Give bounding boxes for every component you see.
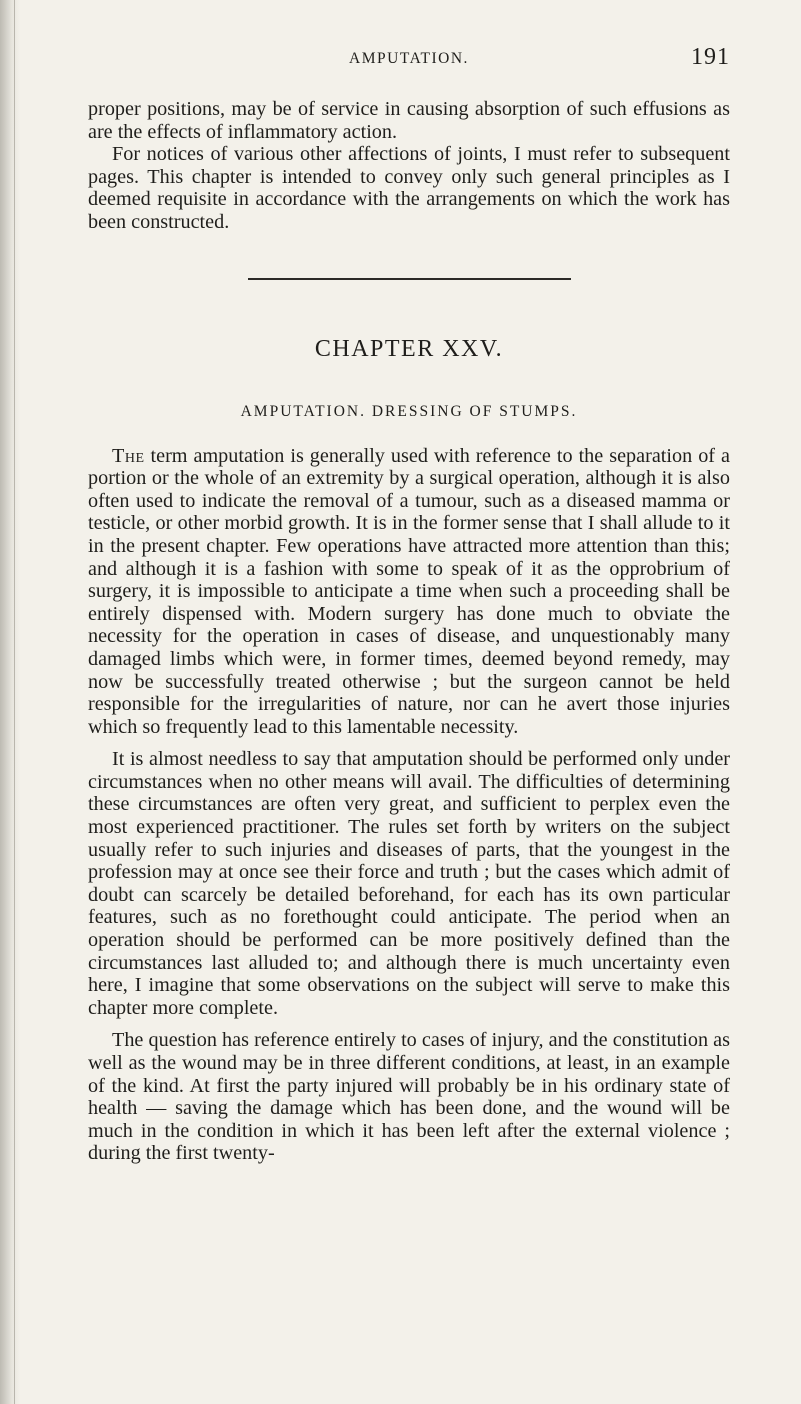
chapter-title: CHAPTER XXV. (314, 335, 504, 362)
page-number: 191 (691, 44, 730, 70)
book-page (88, 40, 730, 1165)
running-head: AMPUTATION. (349, 50, 469, 67)
page-header (88, 40, 730, 76)
intro-paragraph-continued: proper positions, may be of service in causing absorption of such effusions as are the effects of inflammatory action. (88, 98, 730, 143)
paragraph-text: term amputation is generally used with reference to the separation of a portion or the whole of an extremity by a surgical operation, although it is also often used to indicate the removal of a tumour, such as a diseased mamma or testicle, or other morbid growth. It is in the former sense that I shall allude to it in the present chapter. Few operations have attracted more attention than this; and although it is a fashion with some to speak of it as the opprobrium of surgery, it is impossible to anticipate a time when such a proceeding shall be entirely dispensed with. Modern surgery has done much to obviate the necessity for the operation in cases of disease, and unquestionably many damaged limbs which were, in former times, deemed beyond remedy, may now be successfully treated otherwise ; but the surgeon cannot be held responsible for the irregularities of nature, nor can he avert those injuries which so frequently lead to this lamentable necessity. (88, 444, 730, 738)
binding-fold-line (14, 0, 15, 1404)
section-divider-rule (248, 278, 571, 280)
intro-paragraph-affections: For notices of various other affections of joints, I must refer to subsequent pages. This chapter is intended to convey only such general principles as I deemed requisite in accordance with the arrangements on which the work has been constructed. (88, 143, 730, 233)
body-paragraph-definition (88, 445, 730, 739)
paragraph-gap (88, 738, 730, 748)
body-paragraph-circumstances: It is almost needless to say that amputation should be performed only under circumstances when no other means will avail. The difficulties of determining these circumstances are often very great, and sufficient to perplex even the most experienced practitioner. The rules set forth by writers on the subject usually refer to such injuries and diseases of parts, that the youngest in the profession may at once see their force and truth ; but the cases which admit of doubt can scarcely be detailed beforehand, for each has its own particular features, such as no forethought could anticipate. The period when an operation should be performed can be more positively defined than the circumstances last alluded to; and although there is much uncertainty even here, I imagine that some observations on the subject will serve to make this chapter more complete. (88, 748, 730, 1019)
page-edge-shadow (0, 0, 20, 1404)
paragraph-lead-word: The (112, 444, 145, 467)
chapter-subtitle: AMPUTATION. DRESSING OF STUMPS. (240, 402, 578, 420)
paragraph-gap (88, 1019, 730, 1029)
body-paragraph-injury-conditions: The question has reference entirely to cases of injury, and the constitution as well as the wound may be in three different conditions, at least, in an example of the kind. At first the party injured will probably be in his ordinary state of health — saving the damage which has been done, and the wound will be much in the condition in which it has been left after the external violence ; during the first twenty- (88, 1029, 730, 1165)
